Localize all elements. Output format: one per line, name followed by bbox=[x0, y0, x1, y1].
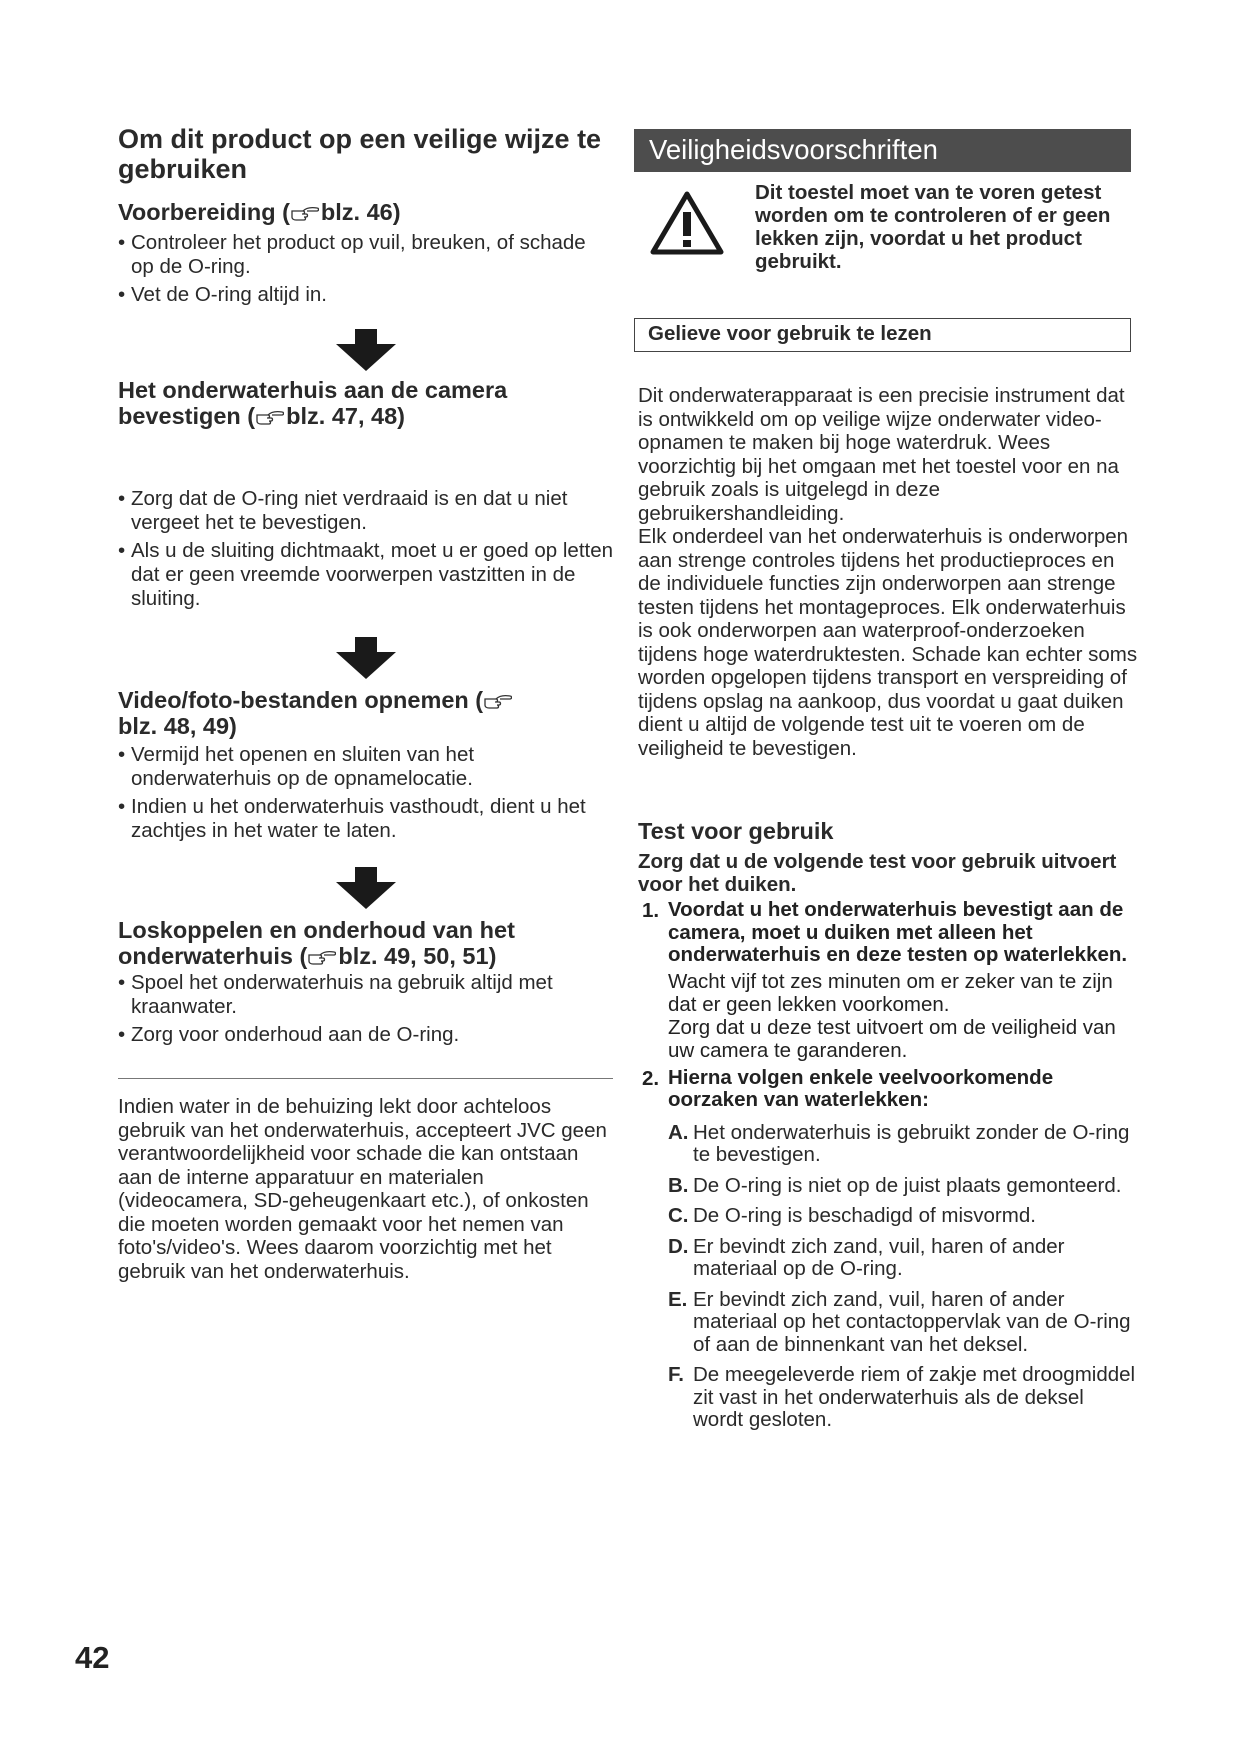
steps-list bbox=[638, 899, 1138, 1440]
list-item: • Zorg voor onderhoud aan de O-ring. bbox=[118, 1023, 608, 1047]
heading-ref: blz. 49, 50, 51) bbox=[338, 943, 497, 969]
section-heading-record bbox=[118, 687, 548, 739]
intro-paragraph: Elk onderdeel van het onderwaterhuis is onderworpen aan strenge controles tijdens het productieproces en de individuele functies zijn onderworpen aan strenge testen tijdens het montageproces. Elk onderwaterhuis is ook onderworpen aan waterproof-onderzoeken tijdens hoge waterdruktesten. Schade kan echter soms worden opgelopen tijdens transport en verspreiding of tijdens opslag na aankoop, dus voordat u gaat duiken dient u altijd de volgende test uit te voeren om de veiligheid te bevestigen. bbox=[638, 525, 1138, 760]
cause-text: De meegeleverde riem of zakje met droogmiddel zit vast in het onderwaterhuis als de deksel wordt gesloten. bbox=[693, 1363, 1136, 1431]
intro-paragraph: Dit onderwaterapparaat is een precisie instrument dat is ontwikkeld om op veilige wijze onderwater video-opnamen te maken bij hoge waterdruk. Wees voorzichtig bij het omgaan met het toestel voor en na gebruik zoals is uitgelegd in deze gebruikershandleiding. bbox=[638, 384, 1125, 525]
heading-text: Het onderwaterhuis aan de camera bevestigen ( bbox=[118, 377, 508, 429]
section-title-bar: Veiligheidsvoorschriften bbox=[634, 129, 1131, 172]
section-heading-attach bbox=[118, 377, 588, 429]
cause-item-d bbox=[668, 1236, 1138, 1281]
down-arrow-icon bbox=[334, 329, 398, 371]
bullet-list-attach bbox=[118, 487, 618, 615]
down-arrow-icon bbox=[334, 867, 398, 909]
heading-text: Loskoppelen en onderhoud van het onderwaterhuis ( bbox=[118, 917, 515, 969]
warning-triangle-icon bbox=[650, 190, 724, 256]
causes-list bbox=[668, 1122, 1138, 1432]
hand-pointer-icon bbox=[291, 206, 319, 222]
cause-letter: C. bbox=[668, 1204, 689, 1227]
bullet-list-record bbox=[118, 743, 608, 847]
list-item: • Spoel het onderwaterhuis na gebruik altijd met kraanwater. bbox=[118, 971, 608, 1019]
cause-letter: D. bbox=[668, 1234, 689, 1258]
list-item: • Als u de sluiting dichtmaakt, moet u er goed op letten dat er geen vreemde voorwerpen vastzitten in de sluiting. bbox=[118, 539, 618, 611]
heading-text: Voorbereiding ( bbox=[118, 199, 290, 225]
read-before-use-box: Gelieve voor gebruik te lezen bbox=[634, 318, 1131, 352]
test-heading: Test voor gebruik bbox=[638, 818, 834, 844]
page-number: 42 bbox=[75, 1640, 110, 1675]
bullet-list-maintenance bbox=[118, 971, 608, 1051]
cause-item-a bbox=[668, 1122, 1138, 1167]
step-body: Zorg dat u deze test uitvoert om de veiligheid van uw camera te garanderen. bbox=[668, 1015, 1116, 1062]
cause-letter: F. bbox=[668, 1363, 684, 1386]
step-1 bbox=[638, 899, 1138, 1062]
cause-item-b bbox=[668, 1175, 1138, 1198]
warning-text: Dit toestel moet van te voren getest worden om te controleren of er geen lekken zijn, voordat u het product gebruikt. bbox=[755, 181, 1111, 273]
heading-ref: blz. 47, 48) bbox=[286, 403, 405, 429]
section-heading-preparation bbox=[118, 199, 618, 225]
section-heading-maintenance bbox=[118, 917, 588, 969]
step-title: Voordat u het onderwaterhuis bevestigt aan de camera, moet u duiken met alleen het onderwaterhuis en deze testen op waterlekken. bbox=[668, 898, 1128, 966]
cause-item-f bbox=[668, 1364, 1138, 1432]
step-2 bbox=[638, 1067, 1138, 1432]
heading-ref: blz. 46) bbox=[320, 199, 401, 225]
list-item: • Vermijd het openen en sluiten van het onderwaterhuis op de opnamelocatie. bbox=[118, 743, 608, 791]
heading-ref: blz. 48, 49) bbox=[118, 713, 237, 739]
step-number: 1. bbox=[642, 899, 660, 922]
cause-item-c bbox=[668, 1205, 1138, 1228]
cause-text: Er bevindt zich zand, vuil, haren of ander materiaal op de O-ring. bbox=[693, 1234, 1065, 1280]
step-body: Wacht vijf tot zes minuten om er zeker van te zijn dat er geen lekken voorkomen. bbox=[668, 969, 1113, 1016]
disclaimer: Indien water in de behuizing lekt door achteloos gebruik van het onderwaterhuis, accepteert JVC geen verantwoordelijkheid voor schade die kan ontstaan aan de interne apparatuur en materialen (videocamera, SD-geheugenkaart etc.), of onkosten die moeten worden gemaakt voor het nemen van foto's/video's. Wees daarom voorzichtig met het gebruik van het onderwaterhuis. bbox=[118, 1095, 607, 1283]
test-intro: Zorg dat u de volgende test voor gebruik uitvoert voor het duiken. bbox=[638, 850, 1117, 896]
cause-item-e bbox=[668, 1289, 1138, 1357]
intro-text bbox=[638, 384, 1138, 760]
heading-text: Video/foto-bestanden opnemen ( bbox=[118, 687, 484, 713]
cause-text: De O-ring is niet op de juist plaats gemonteerd. bbox=[693, 1173, 1122, 1197]
divider bbox=[118, 1078, 613, 1079]
cause-text: Er bevindt zich zand, vuil, haren of ander materiaal op het contactoppervlak van de O-ring of aan de binnenkant van het deksel. bbox=[693, 1287, 1131, 1356]
hand-pointer-icon bbox=[308, 950, 336, 966]
list-item: • Controleer het product op vuil, breuken, of schade op de O-ring. bbox=[118, 231, 608, 279]
hand-pointer-icon bbox=[256, 410, 284, 426]
cause-letter: B. bbox=[668, 1173, 689, 1197]
list-item: • Zorg dat de O-ring niet verdraaid is en dat u niet vergeet het te bevestigen. bbox=[118, 487, 618, 535]
list-item: • Indien u het onderwaterhuis vasthoudt, dient u het zachtjes in het water te laten. bbox=[118, 795, 608, 843]
step-title: Hierna volgen enkele veelvoorkomende oorzaken van waterlekken: bbox=[668, 1065, 1054, 1111]
cause-text: De O-ring is beschadigd of misvormd. bbox=[693, 1204, 1036, 1227]
cause-letter: E. bbox=[668, 1287, 688, 1311]
bullet-list-preparation bbox=[118, 231, 608, 311]
step-number: 2. bbox=[642, 1066, 660, 1090]
down-arrow-icon bbox=[334, 637, 398, 679]
hand-pointer-icon bbox=[484, 694, 512, 710]
main-title: Om dit product op een veilige wijze te gebruiken bbox=[118, 124, 602, 184]
cause-letter: A. bbox=[668, 1120, 689, 1144]
list-item: • Vet de O-ring altijd in. bbox=[118, 283, 608, 307]
cause-text: Het onderwaterhuis is gebruikt zonder de O-ring te bevestigen. bbox=[693, 1120, 1130, 1166]
